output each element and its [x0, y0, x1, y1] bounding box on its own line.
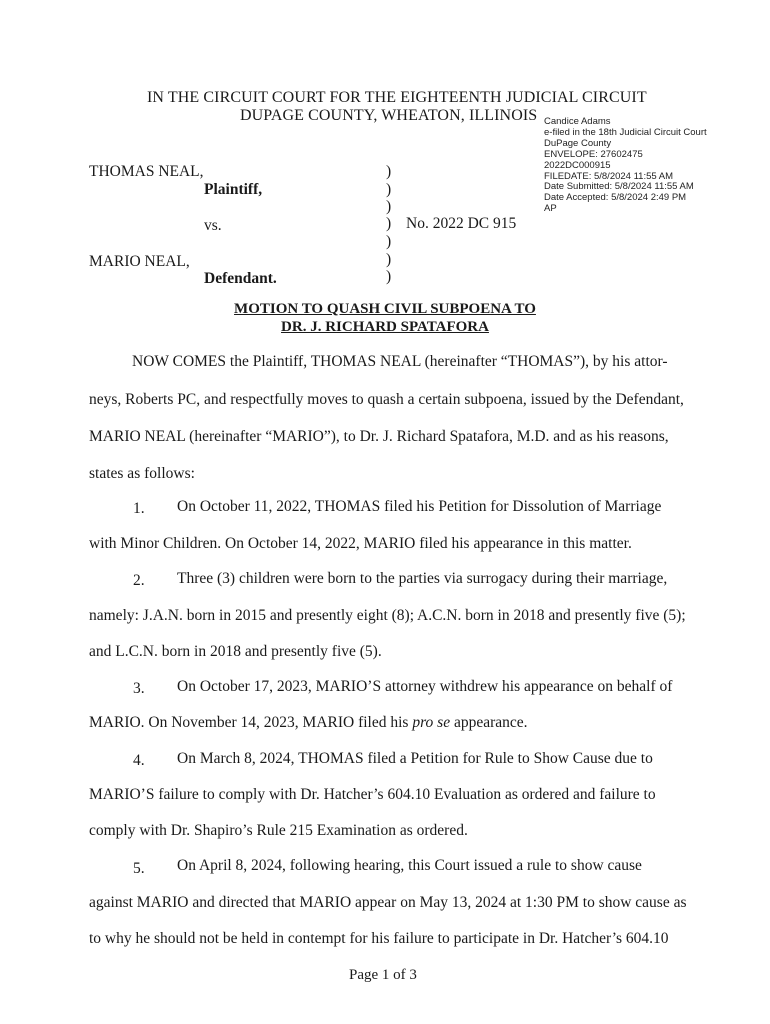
caption-paren: )	[386, 215, 392, 232]
pro-se-term: pro se	[412, 714, 451, 731]
paragraph-number: 5.	[133, 860, 145, 877]
defendant-role: Defendant.	[204, 270, 277, 287]
stamp-line: FILEDATE: 5/8/2024 11:55 AM	[544, 170, 674, 182]
paragraph-line: with Minor Children. On October 14, 2022, MARIO filed his appearance in this matter.	[89, 535, 632, 552]
intro-line: states as follows:	[89, 465, 195, 482]
stamp-line: DuPage County	[544, 137, 612, 149]
caption-paren: )	[386, 181, 392, 198]
motion-title: MOTION TO QUASH CIVIL SUBPOENA TO	[234, 301, 536, 317]
plaintiff-name: THOMAS NEAL,	[89, 163, 204, 180]
page-number: Page 1 of 3	[349, 967, 417, 983]
caption-paren: )	[386, 163, 392, 180]
stamp-line: Date Accepted: 5/8/2024 2:49 PM	[544, 192, 687, 204]
paragraph-line: On March 8, 2024, THOMAS filed a Petition for Rule to Show Cause due to	[177, 750, 653, 767]
paragraph-line: namely: J.A.N. born in 2015 and presently eight (8); A.C.N. born in 2018 and presently five (5);	[89, 607, 686, 624]
paragraph-number: 2.	[133, 572, 145, 589]
versus-label: vs.	[204, 217, 222, 234]
stamp-line: e-filed in the 18th Judicial Circuit Court	[544, 126, 707, 138]
stamp-line: 2022DC000915	[544, 159, 611, 171]
intro-line: MARIO NEAL (hereinafter “MARIO”), to Dr. J. Richard Spatafora, M.D. and as his reasons,	[89, 428, 669, 445]
efiling-stamp	[544, 117, 707, 215]
paragraph-number: 1.	[133, 500, 145, 517]
caption-paren: )	[386, 233, 392, 250]
plaintiff-role: Plaintiff,	[204, 181, 263, 198]
paragraph-line: On October 17, 2023, MARIO’S attorney withdrew his appearance on behalf of	[177, 678, 673, 695]
stamp-line: ENVELOPE: 27602475	[544, 148, 643, 160]
court-name: IN THE CIRCUIT COURT FOR THE EIGHTEENTH JUDICIAL CIRCUIT	[147, 89, 647, 106]
paragraph-line: to why he should not be held in contempt for his failure to participate in Dr. Hatcher’s 604.10	[89, 930, 669, 947]
motion-title-subject: DR. J. RICHARD SPATAFORA	[281, 319, 489, 335]
intro-line: neys, Roberts PC, and respectfully moves to quash a certain subpoena, issued by the Defendant,	[89, 391, 684, 408]
paragraph-line	[89, 714, 528, 732]
paragraph-line: and L.C.N. born in 2018 and presently five (5).	[89, 643, 382, 660]
paragraph-line: comply with Dr. Shapiro’s Rule 215 Examination as ordered.	[89, 822, 468, 839]
paragraph-text: appearance.	[450, 714, 528, 731]
case-number: No. 2022 DC 915	[406, 215, 517, 232]
stamp-line: Date Submitted: 5/8/2024 11:55 AM	[544, 181, 694, 193]
paragraph-line: MARIO’S failure to comply with Dr. Hatcher’s 604.10 Evaluation as ordered and failure to	[89, 786, 656, 803]
defendant-name: MARIO NEAL,	[89, 253, 190, 270]
court-location: DUPAGE COUNTY, WHEATON, ILLINOIS	[240, 107, 538, 124]
paragraph-line: against MARIO and directed that MARIO appear on May 13, 2024 at 1:30 PM to show cause as	[89, 894, 687, 911]
caption-paren: )	[386, 251, 392, 268]
stamp-line: Candice Adams	[544, 116, 611, 127]
paragraph-line: Three (3) children were born to the parties via surrogacy during their marriage,	[177, 570, 668, 587]
caption-paren: )	[386, 198, 392, 215]
paragraph-line: On April 8, 2024, following hearing, this Court issued a rule to show cause	[177, 857, 642, 874]
paragraph-text: MARIO. On November 14, 2023, MARIO filed his	[89, 714, 413, 731]
stamp-line: AP	[544, 203, 557, 215]
caption-paren: )	[386, 268, 392, 285]
paragraph-number: 3.	[133, 680, 145, 697]
intro-line: NOW COMES the Plaintiff, THOMAS NEAL (hereinafter “THOMAS”), by his attor-	[132, 353, 668, 370]
paragraph-number: 4.	[133, 752, 145, 769]
paragraph-line: On October 11, 2022, THOMAS filed his Petition for Dissolution of Marriage	[177, 498, 662, 515]
